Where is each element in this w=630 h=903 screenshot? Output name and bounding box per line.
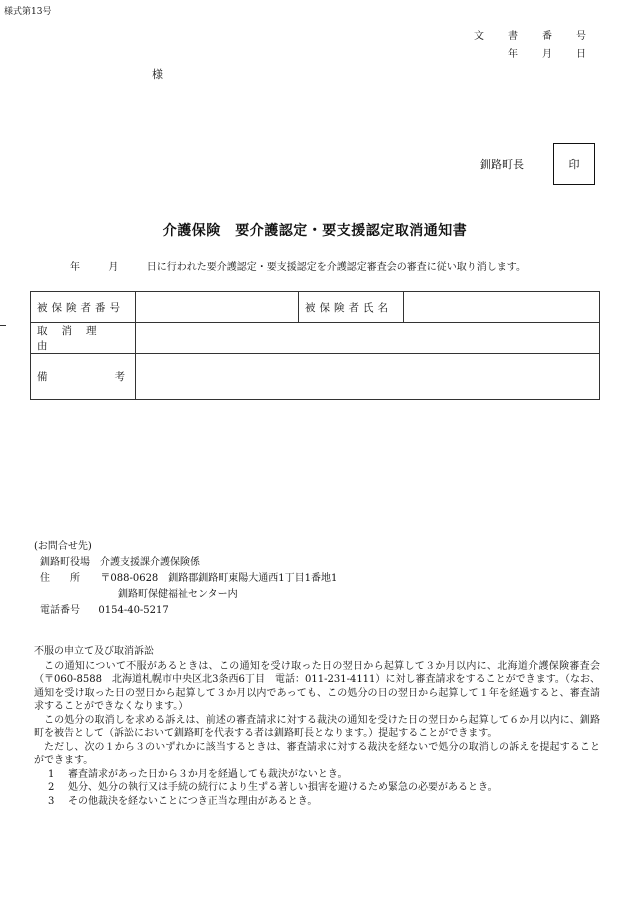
phone-number: 0154-40-5217 [98,605,169,616]
notice-info-table [30,291,600,400]
list-item-text: その他裁決を経ないことにつき正当な理由があるとき。 [68,795,318,807]
list-item [34,768,600,782]
appeal-section [34,645,600,808]
appeal-heading: 不服の申立て及び取消訴訟 [34,646,154,657]
table-row [31,323,600,354]
contact-office: 釧路町役場 介護支援課介護保険係 [40,557,200,568]
remarks-label-left: 備 [37,371,52,383]
cancel-reason-field[interactable] [136,323,600,354]
document-number-block [462,28,598,64]
margin-tick-mark [0,325,6,326]
table-row [31,292,600,323]
remarks-field[interactable] [136,354,600,400]
intro-year: 年 [70,262,80,273]
list-item [34,781,600,795]
seal-box [553,143,595,185]
intro-sentence [70,258,526,273]
intro-month: 月 [108,262,119,273]
insured-name-label: 被保険者氏名 [299,292,404,323]
appeal-paragraph-3: ただし、次の１から３のいずれかに該当するときは、審査請求に対する裁決を経ないで処分の取消しの訴えを提起することができます。 [34,741,600,766]
remarks-label-right: 考 [114,371,129,383]
list-item-number: 2 [48,782,55,793]
date-month-char: 月 [542,49,552,60]
list-item-number: 3 [48,795,55,807]
appeal-paragraph-1: この通知について不服があるときは、この通知を受け取った日の翌日から起算して３か月以内に、北海道介護保険審査会（〒060-8588 北海道札幌市中央区北3条西6丁目 電話：011-231-4111）に対し審査請求をすることができます。（なお、通知を受け取った日の翌日から起算して３か月以内であっても、この処分の日の翌日から起算して１年を経過すると、審査請求することができなくなります。） [34,660,600,712]
date-day-char: 日 [576,49,586,60]
address-label: 住 所 [40,573,80,584]
list-item-number: 1 [48,768,55,780]
addressee-suffix: 様 [152,68,163,81]
doc-number-char: 書 [508,31,518,42]
document-number-row [462,28,598,46]
intro-text: 日に行われた要介護認定・要支援認定を介護認定審査会の審査に従い取り消します。 [146,262,526,273]
list-item [34,795,600,809]
phone-label: 電話番号 [40,605,80,616]
date-year-char: 年 [508,49,518,60]
issuer-name: 釧路町長 [480,158,524,171]
address-line-1: 〒088-0628 釧路郡釧路町東陽大通西1丁目1番地1 [100,573,338,584]
insured-name-field[interactable] [404,292,600,323]
list-item-text: 審査請求があった日から３か月を経過しても裁決がないとき。 [68,768,348,780]
insured-number-field[interactable] [136,292,299,323]
contact-address-row [34,571,337,587]
table-row [31,354,600,400]
contact-heading: (お問合せ先) [34,541,92,552]
doc-number-char: 番 [542,31,552,42]
doc-number-char: 文 [474,31,484,42]
remarks-label-cell [31,354,136,400]
cancel-reason-label: 取消理由 [31,323,136,354]
appeal-paragraph-2: この処分の取消しを求める訴えは、前述の審査請求に対する裁決の通知を受けた日の翌日から起算して６か月以内に、釧路町を被告として（訴訟において釧路町を代表する者は釧路町長となります。）提起することができます。 [34,714,600,739]
form-number: 様式第13号 [4,7,52,17]
contact-phone-row [34,603,337,619]
doc-number-char: 号 [576,31,586,42]
contact-section [34,539,337,619]
appeal-conditions-list [34,768,600,809]
insured-number-label: 被保険者番号 [31,292,136,323]
seal-label: 印 [568,158,580,171]
remarks-label [37,369,129,384]
list-item-text: 処分、処分の執行又は手続の続行により生ずる著しい損害を避けるため緊急の必要があるとき。 [68,782,498,793]
date-row [462,46,598,64]
document-title: 介護保険 要介護認定・要支援認定取消通知書 [162,223,468,239]
address-line-2: 釧路町保健福祉センター内 [118,589,238,600]
